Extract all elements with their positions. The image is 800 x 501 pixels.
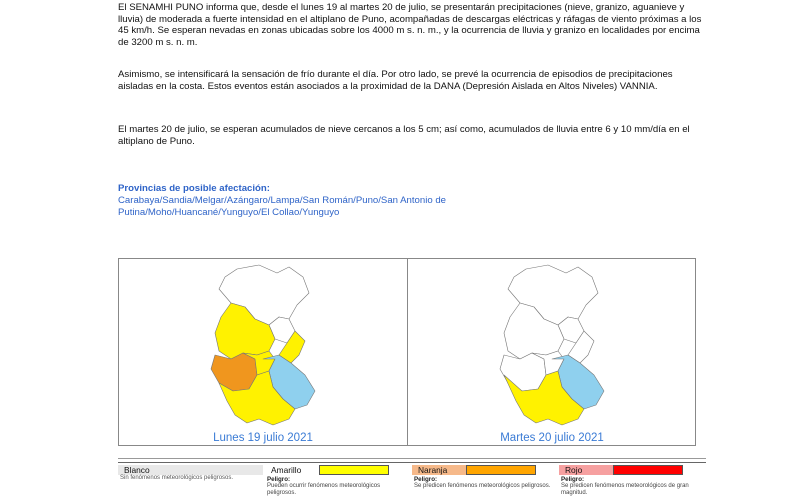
forecast-maps-panel xyxy=(118,258,696,446)
legend-white xyxy=(118,465,263,501)
legend-yellow xyxy=(265,465,410,501)
region-center-white xyxy=(500,353,546,391)
legend-red-desc: Se predicen fenómenos meteorológicos de gran magnitud. xyxy=(561,483,689,496)
legend-red xyxy=(559,465,704,501)
legend-orange-desc: Se predicen fenómenos meteorológicos peligrosos. xyxy=(414,483,551,489)
map-caption-monday: Lunes 19 julio 2021 xyxy=(213,432,313,444)
puno-map-tuesday xyxy=(408,259,696,431)
puno-map-monday xyxy=(119,259,407,431)
legend-red-swatch xyxy=(613,465,683,475)
legend-white-name: Blanco xyxy=(118,465,263,475)
legend-yellow-danger: Peligro: xyxy=(267,476,291,483)
region-orange xyxy=(211,353,257,391)
legend-orange-swatch xyxy=(466,465,536,475)
legend-orange-name: Naranja xyxy=(412,465,466,475)
map-monday xyxy=(119,259,408,445)
legend-divider xyxy=(118,458,706,459)
legend-orange-danger: Peligro: xyxy=(414,476,438,483)
legend-red-danger: Peligro: xyxy=(561,476,585,483)
bulletin-paragraph-2: Asimismo, se intensificará la sensación de frío durante el día. Por otro lado, se prevé la ocurrencia de episodios de precipitaciones aisladas en la costa. Estos eventos están asociados a la proximidad de la DANA (Depresión Aislada en Altos Niveles) VANNIA. xyxy=(118,69,673,92)
warning-legend xyxy=(118,462,706,501)
bulletin-paragraph-3: El martes 20 de julio, se esperan acumulados de nieve cercanos a los 5 cm; así como, acumulados de lluvia entre 6 y 10 mm/día en el altiplano de Puno. xyxy=(118,124,690,147)
map-caption-tuesday: Martes 20 julio 2021 xyxy=(500,432,604,444)
provinces-list: Carabaya/Sandia/Melgar/Azángaro/Lampa/San Román/Puno/San Antonio de Putina/Moho/Huancané/Yunguyo/El Collao/Yunguyo xyxy=(118,195,447,218)
legend-orange xyxy=(412,465,557,501)
legend-yellow-swatch xyxy=(319,465,389,475)
map-tuesday xyxy=(408,259,696,445)
legend-white-desc: Sin fenómenos meteorológicos peligrosos. xyxy=(120,475,234,481)
legend-yellow-name: Amarillo xyxy=(271,465,302,475)
legend-yellow-desc: Pueden ocurrir fenómenos meteorológicos peligrosos. xyxy=(267,483,381,496)
bulletin-paragraph-1: El SENAMHI PUNO informa que, desde el lunes 19 al martes 20 de julio, se presentarán precipitaciones (nieve, granizo, aguanieve y lluvia) de moderada a fuerte intensidad en el altiplano de Puno, acompañadas de descargas eléctricas y ráfagas de viento próximas a los 45 km/h. Se esperan nevadas en zonas ubicadas sobre los 4000 m s. n. m., y la ocurrencia de lluvia y granizo en localidades por encima de 3200 m s. n. m. xyxy=(118,2,702,48)
provinces-heading: Provincias de posible afectación: xyxy=(118,183,270,194)
legend-red-name: Rojo xyxy=(559,465,613,475)
